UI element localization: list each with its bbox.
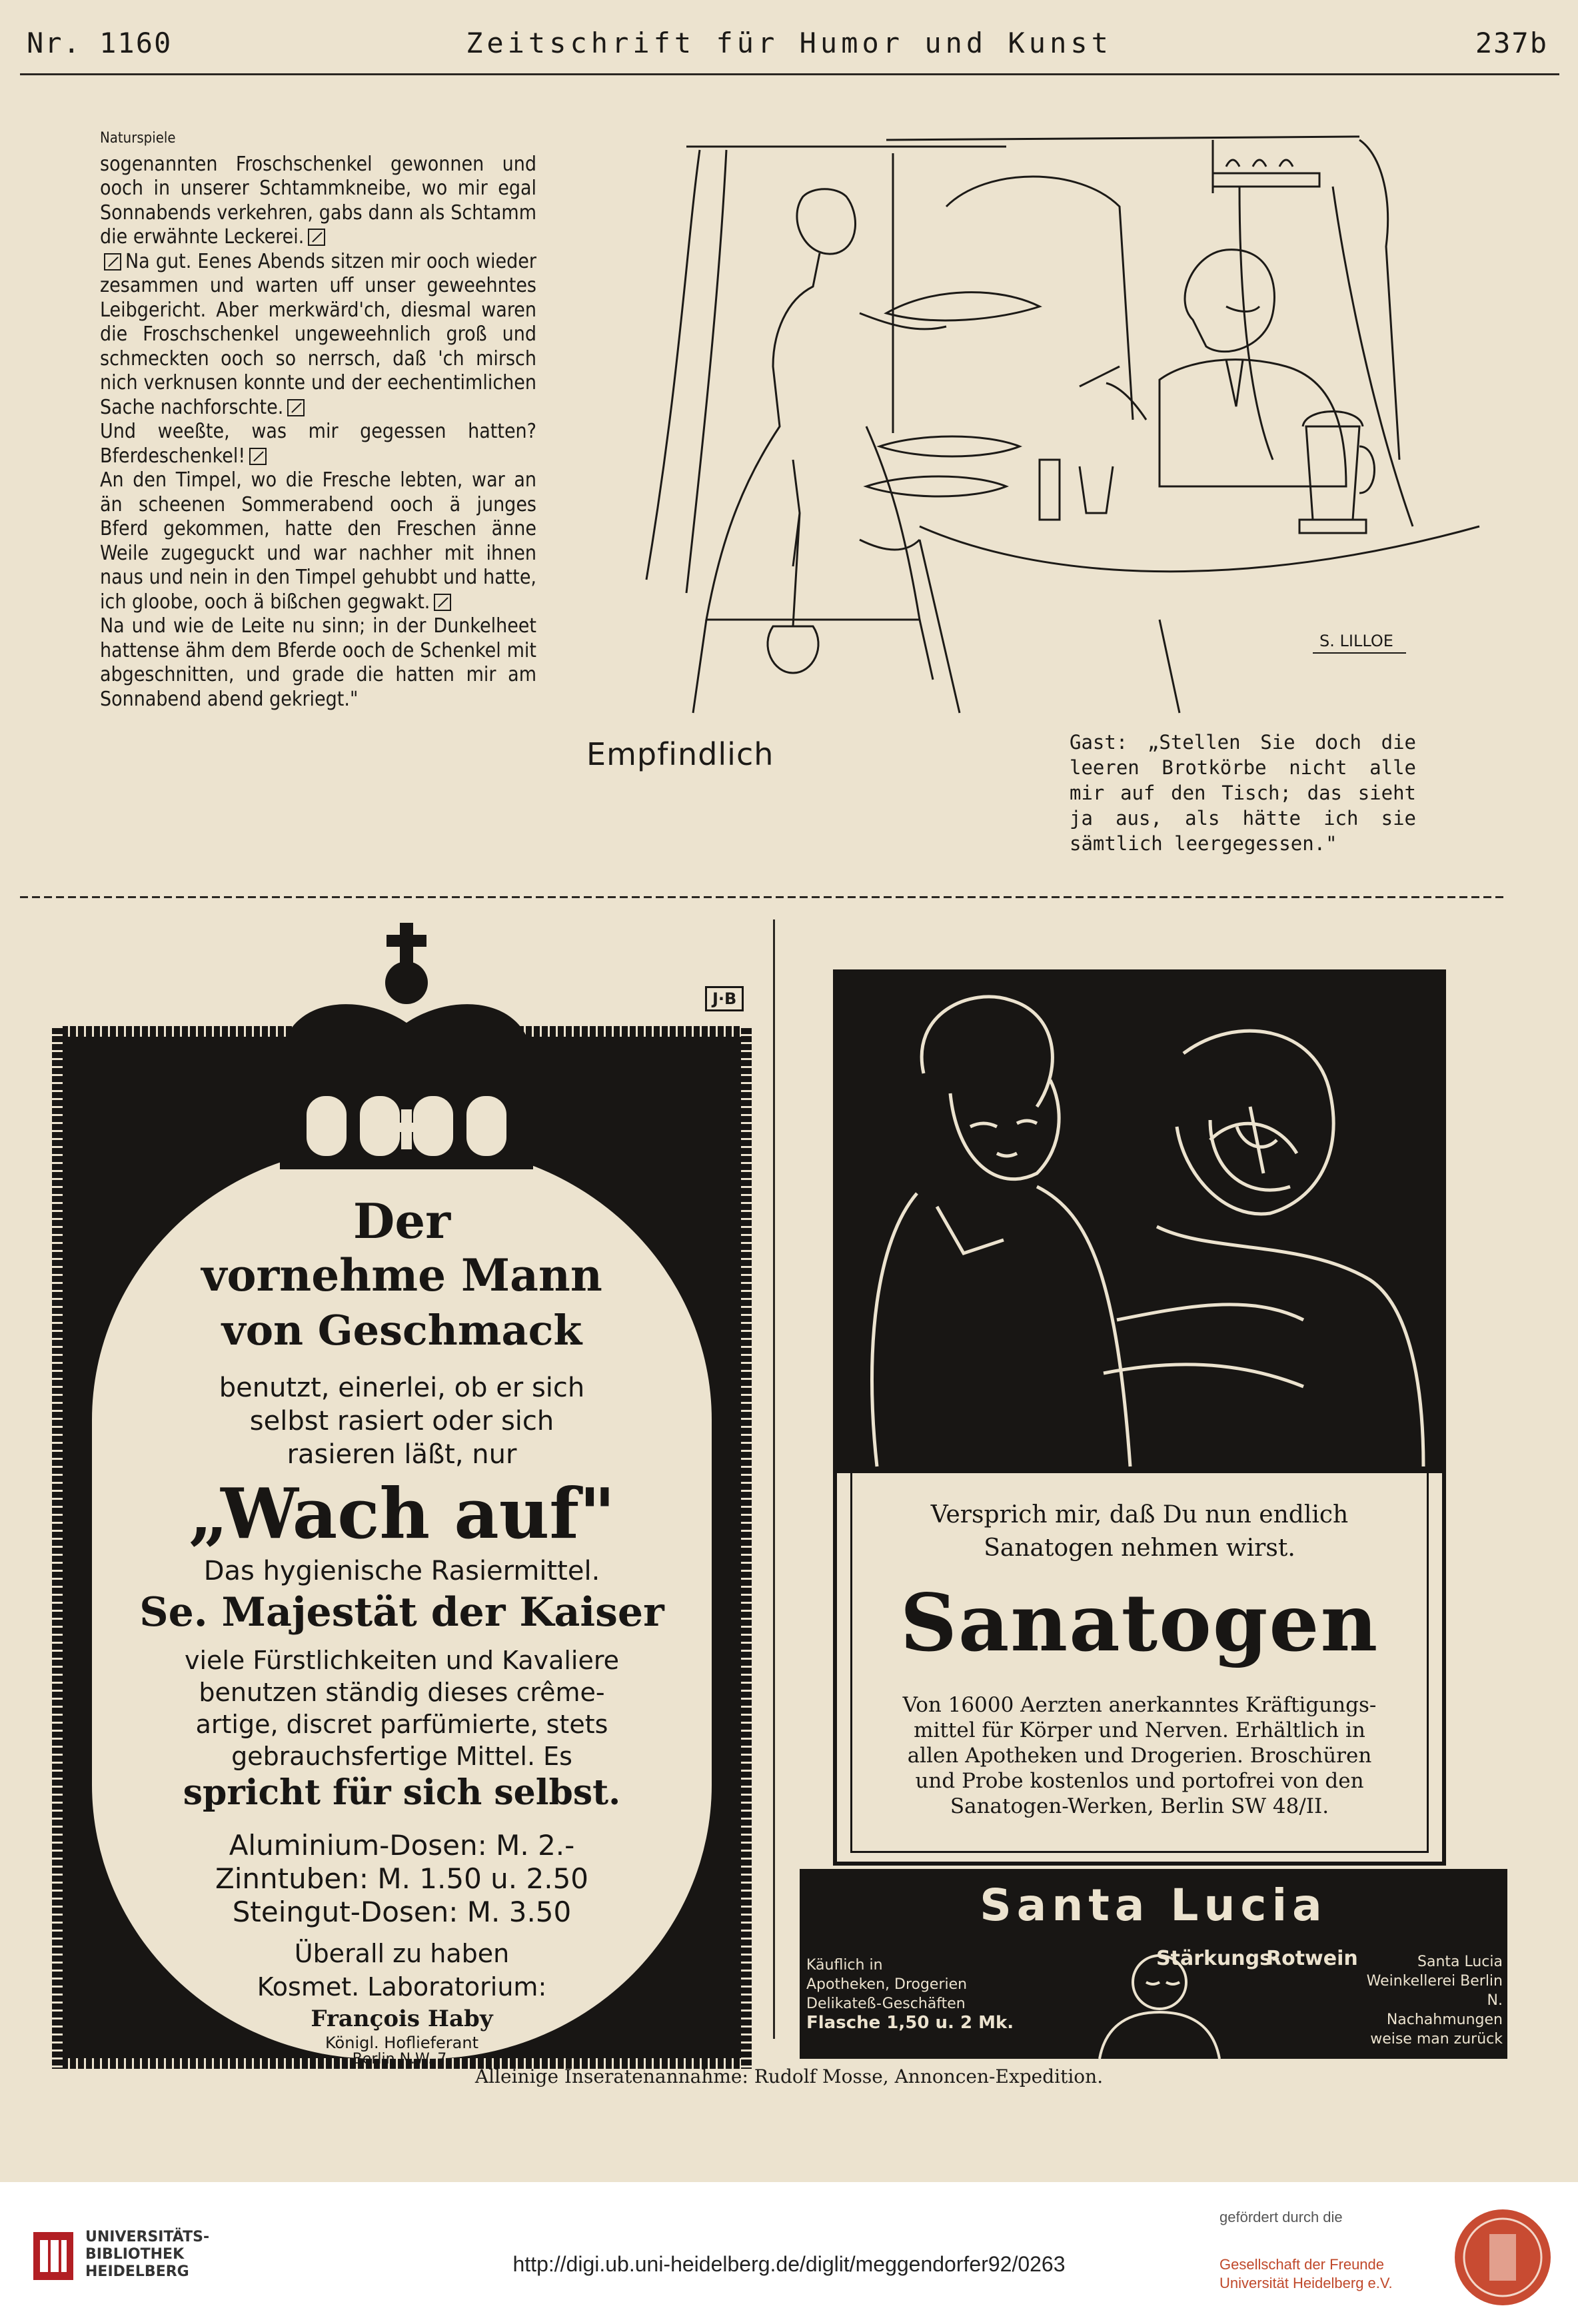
story-paragraph: Und weeßte, was mir gegessen hatten? Bferdeschenkel! — [100, 420, 536, 468]
permalink-url[interactable]: http://digi.ub.uni-heidelberg.de/diglit/meggendorfer92/0263 — [512, 2252, 1066, 2276]
sanatogen-body: Von 16000 Aerzten anerkanntes Kräftigungs- — [902, 1693, 1377, 1717]
santa-lucia-left: Käuflich in Apotheken, Drogerien Delikateß-Geschäften Flasche 1,50 u. 2 Mk. — [806, 1957, 1014, 2033]
page-number: 237b — [1475, 27, 1548, 59]
artist-signature: S. LILLOE — [1319, 632, 1393, 650]
ad-line: Königl. Hoflieferant — [325, 2034, 478, 2052]
ad-line-kaiser: Se. Majestät der Kaiser — [139, 1589, 664, 1636]
ad-line: Kosmet. Laboratorium: — [257, 1972, 547, 2002]
ad-line-vornehme-mann: vornehme Mann — [201, 1249, 602, 1301]
santa-lucia-brand: Santa Lucia — [980, 1880, 1327, 1931]
sanatogen-illustration — [837, 973, 1442, 1473]
sponsor-name: Gesellschaft der Freunde Universität Heidelberg e.V. — [1219, 2256, 1393, 2291]
cartoon-caption: Gast: „Stellen Sie doch die leeren Brotkörbe nicht alle mir auf den Tisch; das sieht ja aus, als hätte ich sie sämtlich leergegessen." — [1070, 731, 1416, 855]
santa-lucia-label: Stärkungs- — [1156, 1947, 1280, 1970]
ad-line: gebrauchsfertige Mittel. Es — [231, 1742, 572, 1771]
ad-line: viele Fürstlichkeiten und Kavaliere — [184, 1646, 620, 1675]
library-footer — [0, 2182, 1578, 2324]
ad-line-von-geschmack: von Geschmack — [221, 1306, 582, 1355]
ad-sanatogen — [833, 969, 1446, 1866]
ad-santa-lucia — [800, 1869, 1507, 2059]
ad-line: benutzen ständig dieses crême- — [199, 1678, 605, 1707]
sanatogen-brand: Sanatogen — [900, 1576, 1379, 1669]
issue-number: Nr. 1160 — [27, 27, 173, 59]
section-mark-icon — [249, 448, 267, 465]
university-seal-icon — [1453, 2207, 1553, 2307]
column-divider — [773, 919, 775, 2039]
section-mark-icon — [287, 399, 305, 416]
monogram-badge: J·B — [705, 986, 744, 1011]
santa-lucia-right: Santa Lucia Weinkellerei Berlin N. Nachahmungen weise man zurück — [1366, 1954, 1503, 2047]
story-paragraph: sogenannten Froschschenkel gewonnen und ooch in unserer Schtammkneibe, wo mir egal Sonnabends verkehren, gabs dann als Schtamm die erwähnte Leckerei. — [100, 152, 536, 249]
ad-line: rasieren läßt, nur — [287, 1439, 517, 1470]
sanatogen-body: Sanatogen-Werken, Berlin SW 48/II. — [950, 1794, 1329, 1818]
header-rule — [20, 73, 1559, 75]
ad-line-spricht: spricht für sich selbst. — [183, 1772, 621, 1813]
journal-title: Zeitschrift für Humor und Kunst — [466, 27, 1112, 59]
ad-line: Das hygienische Rasiermittel. — [203, 1556, 600, 1586]
ad-line-der: Der — [353, 1193, 451, 1249]
ad-brand-wach-auf: „Wach auf" — [188, 1472, 616, 1554]
crown-icon — [267, 923, 546, 1176]
ad-price: Aluminium-Dosen: M. 2.- — [229, 1829, 575, 1862]
sanatogen-body: und Probe kostenlos und portofrei von den — [915, 1769, 1364, 1793]
ad-line: benutzt, einerlei, ob er sich — [219, 1373, 585, 1403]
story-paragraph: Na gut. Eenes Abends sitzen mir ooch wieder zesammen und warten uff unser geweehntes Leibgericht. Aber merkwärd'ch, diesmal waren die Froschschenkel ungeweehnlich groß und schmeckten ooch so nerrsch, daß 'ch mirsch nich verknusen konnte und der eechentimlichen Sache nachforschte. — [100, 249, 536, 419]
section-divider — [20, 896, 1506, 898]
section-mark-icon — [308, 229, 325, 246]
ad-price: Zinntuben: M. 1.50 u. 2.50 — [215, 1862, 589, 1895]
sanatogen-quote: Sanatogen nehmen wirst. — [984, 1534, 1295, 1562]
story-paragraph: An den Timpel, wo die Fresche lebten, war an än scheenen Sommerabend ooch ä junges Bferd gekommen, hatte den Freschen änne Weile zugeguckt und war nachher mit ihnen naus und nein in den Timpel gehubbt und hatte, ich gloobe, ooch ä bißchen gegwakt. — [100, 468, 536, 614]
sanatogen-body: mittel für Körper und Nerven. Erhältlich in — [914, 1718, 1365, 1742]
story-paragraph: Na und wie de Leite nu sinn; in der Dunkelheet hattense ähm dem Bferde ooch de Schenkel mit abgeschnitten, und grade die hatten mir am Sonnabend abend gekriegt." — [100, 614, 536, 711]
library-name: UNIVERSITÄTS- BIBLIOTHEK HEIDELBERG — [85, 2229, 210, 2280]
ad-price: Steingut-Dosen: M. 3.50 — [232, 1896, 572, 1928]
ad-maker: François Haby — [311, 2006, 493, 2032]
story-column — [100, 127, 536, 712]
ad-line: Berlin N.W. 7. — [352, 2051, 452, 2067]
sanatogen-body: allen Apotheken und Drogerien. Broschüren — [907, 1744, 1372, 1768]
section-mark-icon — [434, 594, 451, 611]
ad-line: artige, discret parfümierte, stets — [195, 1710, 608, 1739]
sanatogen-quote: Versprich mir, daß Du nun endlich — [930, 1501, 1349, 1528]
ad-line: selbst rasiert oder sich — [249, 1406, 554, 1437]
ad-line: Überall zu haben — [294, 1939, 510, 1968]
santa-lucia-label: Rotwein — [1266, 1947, 1358, 1970]
cartoon-illustration — [573, 113, 1519, 726]
cartoon-title: Empfindlich — [586, 736, 774, 772]
advertising-note: Alleinige Inseratenannahme: Rudolf Mosse, Annoncen-Expedition. — [474, 2065, 1104, 2087]
story-lead: Naturspiele — [100, 130, 176, 147]
funding-note: gefördert durch die — [1219, 2209, 1343, 2225]
section-mark-icon — [104, 253, 121, 271]
